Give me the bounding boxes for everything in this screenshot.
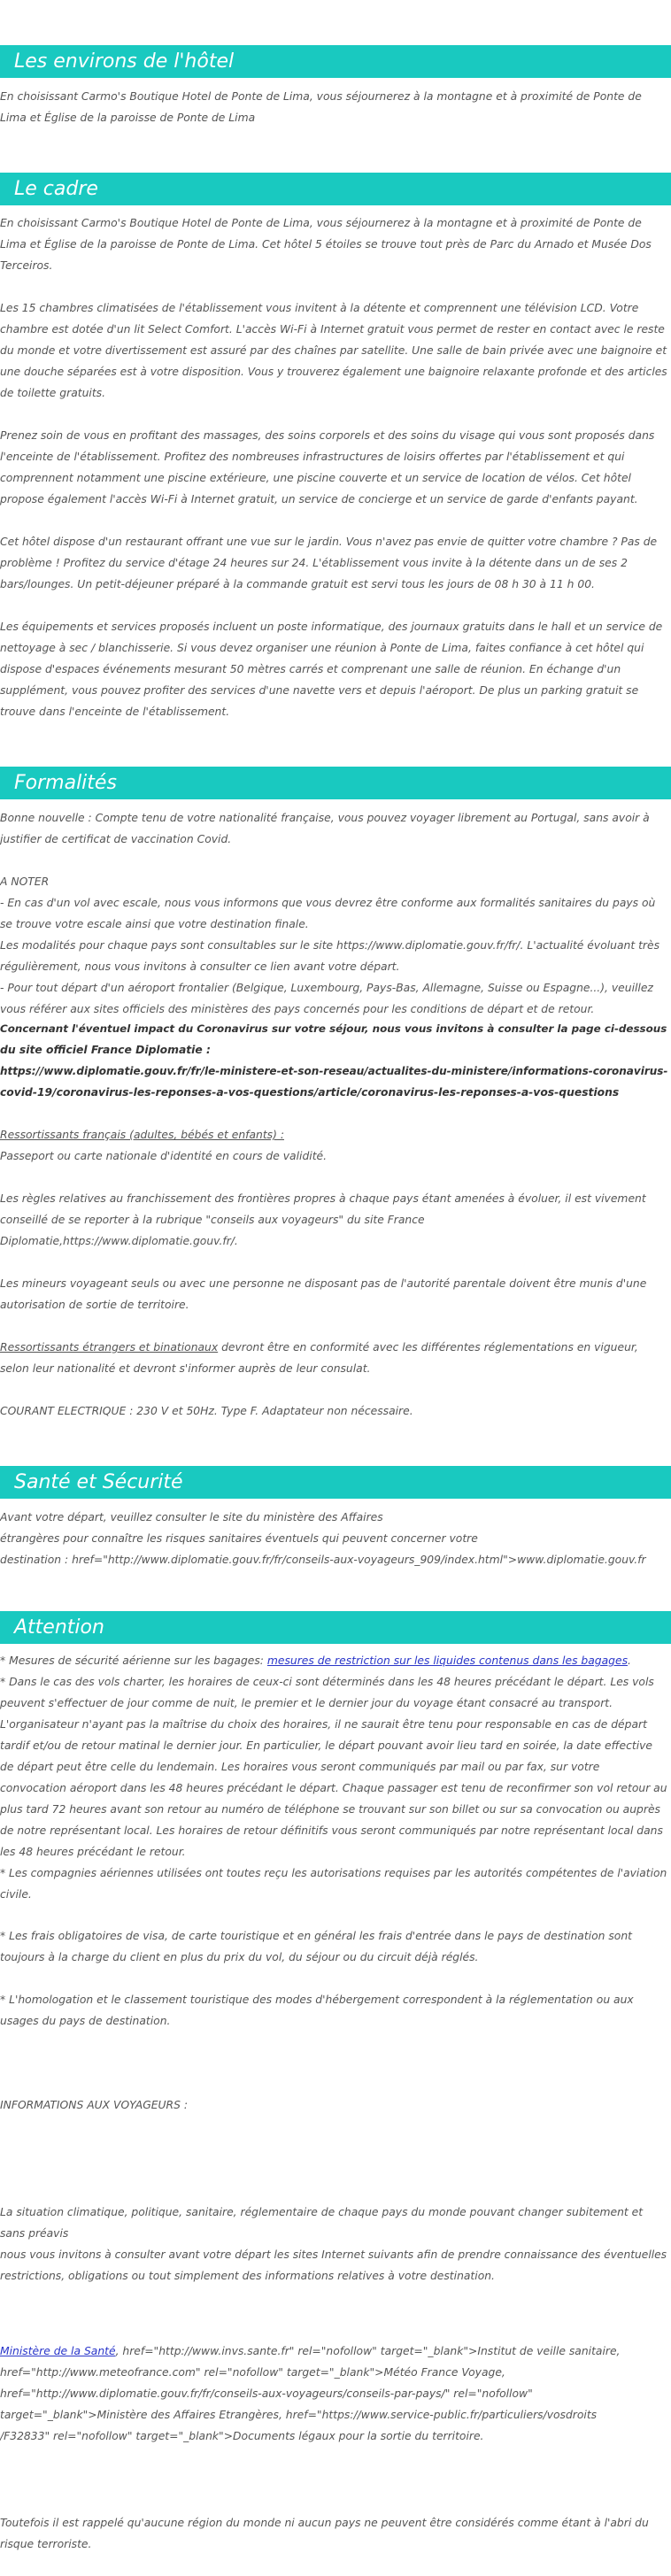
attention-info-heading bbox=[0, 2094, 671, 2116]
section-title-environs: Les environs de l'hôtel bbox=[0, 45, 671, 78]
text-line: plus tard 72 heures avant son retour au numéro de téléphone se trouvant sur son billet ou sur sa convocation ou auprès bbox=[0, 1803, 660, 1816]
text-line bbox=[0, 1650, 671, 1671]
text-line: bars/lounges. Un petit-déjeuner préparé à la commande gratuit est servi tous les jours de 08 h 30 à 11 h 00. bbox=[0, 578, 595, 590]
text-line: Les règles relatives au franchissement des frontières propres à chaque pays étant amenées à évoluer, il est vivement bbox=[0, 1192, 646, 1205]
text-fragment: devront être en conformité avec les différentes réglementations en vigueur, bbox=[218, 1341, 638, 1354]
text-line: L'organisateur n'ayant pas la maîtrise du choix des horaires, il ne saurait être tenu pour responsable en cas de départ bbox=[0, 1718, 647, 1731]
text-fragment: * Mesures de sécurité aérienne sur les bagages: bbox=[0, 1654, 267, 1667]
text-line: Cet hôtel dispose d'un restaurant offrant une vue sur le jardin. Vous n'avez pas envie de quitter votre chambre ? Pas de bbox=[0, 536, 658, 548]
section-title-sante: Santé et Sécurité bbox=[0, 1466, 671, 1499]
environs-paragraph bbox=[0, 86, 671, 128]
text-line: de notre représentant local. Les horaires de retour définitifs vous seront communiqués par notre représentant local dans bbox=[0, 1824, 663, 1837]
attention-paragraph-visa bbox=[0, 1925, 671, 1968]
text-line: Diplomatie,https://www.diplomatie.gouv.fr/. bbox=[0, 1235, 238, 1247]
text-line: Lima et Église de la paroisse de Ponte de Lima bbox=[0, 112, 256, 124]
text-line bbox=[0, 2341, 671, 2362]
formalites-paragraph-minors bbox=[0, 1273, 671, 1315]
text-line: La situation climatique, politique, sanitaire, réglementaire de chaque pays du monde pouvant changer subitement et bbox=[0, 2206, 644, 2218]
formalites-paragraph-2 bbox=[0, 871, 671, 1020]
sante-paragraph bbox=[0, 1507, 671, 1570]
text-line: - En cas d'un vol avec escale, nous vous informons que vous devrez être conforme aux formalités sanitaires du pays où bbox=[0, 897, 656, 909]
text-line: supplément, vous pouvez profiter des services d'une navette vers et depuis l'aéroport. De plus un parking gratuit se bbox=[0, 684, 639, 697]
attention-paragraph-situation bbox=[0, 2202, 671, 2287]
text-line: étrangères pour connaître les risques sanitaires éventuels qui peuvent concerner votre bbox=[0, 1532, 478, 1545]
text-line: * Les compagnies aériennes utilisées ont toutes reçu les autorisations requises par les autorités compétentes de l'aviation bbox=[0, 1867, 667, 1879]
section-title-cadre: Le cadre bbox=[0, 173, 671, 205]
ministere-sante-link[interactable]: Ministère de la Santé bbox=[0, 2345, 116, 2357]
text-line: peuvent s'effectuer de jour comme de nuit, le premier et le dernier jour du voyage étant consacré au transport. bbox=[0, 1697, 613, 1709]
text-line: de départ peut être celle du lendemain. Les horaires vous seront communiqués par mail ou par fax, sur votre bbox=[0, 1761, 600, 1773]
text-line: l'enceinte de l'établissement. Profitez des nombreuses infrastructures de loisirs offertes par l'établissement et qui bbox=[0, 451, 625, 463]
section-title-attention: Attention bbox=[0, 1611, 671, 1644]
coronavirus-url-line[interactable]: covid-19/coronavirus-les-reponses-a-vos-questions/article/coronavirus-les-reponses-a-vos-questions bbox=[0, 1086, 620, 1099]
text-line: régulièrement, nous vous invitons à consulter ce lien avant votre départ. bbox=[0, 960, 400, 973]
text-line: justifier de certificat de vaccination Covid. bbox=[0, 833, 232, 845]
formalites-electricity bbox=[0, 1400, 671, 1422]
text-line: civile. bbox=[0, 1888, 32, 1901]
text-line: tardif et/ou de retour matinal le dernier jour. En particulier, le départ pouvant avoir lieu tard en soirée, la date effective bbox=[0, 1739, 653, 1752]
text-line: Les 15 chambres climatisées de l'établissement vous invitent à la détente et comprennent une télévision LCD. Votre bbox=[0, 302, 639, 314]
text-line: du monde et votre divertissement est assuré par des chaînes par satellite. Une salle de bain privée avec une baignoire et bbox=[0, 344, 667, 357]
subheading: Ressortissants étrangers et binationaux bbox=[0, 1341, 219, 1354]
text-line: se trouve votre escale ainsi que votre destination finale. bbox=[0, 918, 309, 930]
text-line: dispose d'espaces événements mesurant 50 mètres carrés et comprenant une salle de réunion. En échange d'un bbox=[0, 663, 621, 675]
text-line: convocation aéroport dans les 48 heures précédant le départ. Chaque passager est tenu de reconfirmer son vol retour au bbox=[0, 1782, 667, 1794]
cadre-paragraph-3 bbox=[0, 425, 671, 510]
text-line: - Pour tout départ d'un aéroport frontalier (Belgique, Luxembourg, Pays-Bas, Allemagne, Suisse ou Espagne...), veuillez bbox=[0, 982, 653, 994]
text-line: problème ! Profitez du service d'étage 24 heures sur 24. L'établissement vous invite à la détente dans un de ses 2 bbox=[0, 557, 628, 569]
text-line: chambre est dotée d'un lit Select Comfort. L'accès Wi-Fi à Internet gratuit vous permet de rester en contact avec le reste bbox=[0, 323, 665, 335]
coronavirus-url-line[interactable]: https://www.diplomatie.gouv.fr/fr/le-ministere-et-son-reseau/actualites-du-ministere/informations-coronavirus- bbox=[0, 1065, 668, 1077]
attention-paragraph-links bbox=[0, 2341, 671, 2447]
text-line: /F32833" rel="nofollow" target="_blank">Documents légaux pour la sortie du territoire. bbox=[0, 2430, 484, 2442]
text-line: toujours à la charge du client en plus du prix du vol, du séjour ou du circuit déjà réglés. bbox=[0, 1951, 479, 1963]
text-line: les 48 heures précédant le retour. bbox=[0, 1846, 186, 1858]
text-line: Lima et Église de la paroisse de Ponte de Lima. Cet hôtel 5 étoiles se trouve tout près de Parc du Arnado et Musée Dos bbox=[0, 238, 652, 251]
text-line: selon leur nationalité et devront s'informer auprès de leur consulat. bbox=[0, 1362, 371, 1375]
cadre-paragraph-4 bbox=[0, 531, 671, 595]
text-line: INFORMATIONS AUX VOYAGEURS : bbox=[0, 2099, 189, 2111]
text-line: Les modalités pour chaque pays sont consultables sur le site https://www.diplomatie.gouv.fr/fr/. L'actualité évoluant très bbox=[0, 939, 660, 952]
text-line: * Dans le cas des vols charter, les horaires de ceux-ci sont déterminés dans les 48 heures précédant le départ. Les vols bbox=[0, 1676, 654, 1688]
text-line: sans préavis bbox=[0, 2227, 69, 2240]
text-line: En choisissant Carmo's Boutique Hotel de Ponte de Lima, vous séjournerez à la montagne et à proximité de Ponte de bbox=[0, 90, 642, 103]
text-line: * L'homologation et le classement touristique des modes d'hébergement correspondent à la réglementation ou aux bbox=[0, 1994, 634, 2006]
text-line: nous vous invitons à consulter avant votre départ les sites Internet suivants afin de prendre connaissance des éventuelles bbox=[0, 2248, 667, 2261]
text-line: href="http://www.meteofrance.com" rel="nofollow" target="_blank">Météo France Voyage, bbox=[0, 2366, 505, 2379]
text-line: vous référer aux sites officiels des ministères des pays concernés pour les conditions de départ et de retour. bbox=[0, 1003, 595, 1015]
attention-paragraph-terrorism bbox=[0, 2512, 671, 2555]
text-line: Les équipements et services proposés incluent un poste informatique, des journaux gratuits dans le hall et un service de bbox=[0, 621, 663, 633]
text-line: COURANT ELECTRIQUE : 230 V et 50Hz. Type F. Adaptateur non nécessaire. bbox=[0, 1405, 413, 1417]
text-line: Bonne nouvelle : Compte tenu de votre nationalité française, vous pouvez voyager librement au Portugal, sans avoir à bbox=[0, 812, 650, 824]
section-title-formalites: Formalités bbox=[0, 767, 671, 799]
cadre-paragraph-5 bbox=[0, 616, 671, 722]
formalites-paragraph-borders bbox=[0, 1188, 671, 1252]
text-line: conseillé de se reporter à la rubrique "conseils aux voyageurs" du site France bbox=[0, 1214, 425, 1226]
text-fragment: . bbox=[628, 1654, 631, 1667]
text-line: du site officiel France Diplomatie : bbox=[0, 1044, 211, 1056]
attention-paragraph-homologation bbox=[0, 1989, 671, 2032]
text-line: Les mineurs voyageant seuls ou avec une personne ne disposant pas de l'autorité parentale doivent être munis d'une bbox=[0, 1277, 647, 1290]
formalites-coronavirus-notice bbox=[0, 1018, 671, 1103]
text-line: Terceiros. bbox=[0, 259, 53, 272]
text-line: * Les frais obligatoires de visa, de carte touristique et en général les frais d'entrée dans le pays de destination sont bbox=[0, 1930, 632, 1942]
attention-paragraph-1 bbox=[0, 1650, 671, 1905]
text-line: target="_blank">Ministère des Affaires Etrangères, href="https://www.service-public.fr/particuliers/vosdroits bbox=[0, 2409, 598, 2421]
text-line: usages du pays de destination. bbox=[0, 2015, 171, 2027]
cadre-paragraph-2 bbox=[0, 297, 671, 404]
formalites-paragraph-foreigners bbox=[0, 1337, 671, 1379]
text-line: nettoyage à sec / blanchisserie. Si vous devez organiser une réunion à Ponte de Lima, faites confiance à cet hôtel qui bbox=[0, 642, 644, 654]
text-line: Concernant l'éventuel impact du Coronavirus sur votre séjour, nous vous invitons à consulter la page ci-dessous bbox=[0, 1022, 667, 1035]
text-line: une douche séparées est à votre disposition. Vous y trouverez également une baignoire relaxante profonde et des articles bbox=[0, 366, 667, 378]
text-line: trouve dans l'enceinte de l'établissement. bbox=[0, 706, 230, 718]
text-line: A NOTER bbox=[0, 875, 50, 888]
text-line: restrictions, obligations ou tout simplement des informations relatives à votre destination. bbox=[0, 2270, 495, 2282]
subheading: Ressortissants français (adultes, bébés et enfants) : bbox=[0, 1129, 284, 1141]
text-line bbox=[0, 1337, 671, 1358]
text-line: autorisation de sortie de territoire. bbox=[0, 1299, 189, 1311]
formalites-paragraph-1 bbox=[0, 807, 671, 850]
text-line: destination : href="http://www.diplomatie.gouv.fr/fr/conseils-aux-voyageurs_909/index.html">www.diplomatie.gouv.fr bbox=[0, 1554, 646, 1566]
text-line: Toutefois il est rappelé qu'aucune région du monde ni aucun pays ne peuvent être considérés comme étant à l'abri du bbox=[0, 2517, 649, 2529]
text-line: En choisissant Carmo's Boutique Hotel de Ponte de Lima, vous séjournerez à la montagne et à proximité de Ponte de bbox=[0, 217, 642, 229]
text-line: Avant votre départ, veuillez consulter le site du ministère des Affaires bbox=[0, 1511, 383, 1523]
text-fragment: , href="http://www.invs.sante.fr" rel="nofollow" target="_blank">Institut de veille sanitaire, bbox=[115, 2345, 621, 2357]
text-line: de toilette gratuits. bbox=[0, 387, 106, 399]
liquids-restriction-link[interactable]: mesures de restriction sur les liquides contenus dans les bagages bbox=[266, 1654, 629, 1667]
text-line: comprennent notamment une piscine extérieure, une piscine couverte et un service de location de vélos. Cet hôtel bbox=[0, 472, 631, 484]
formalites-paragraph-french-nationals bbox=[0, 1124, 671, 1167]
cadre-paragraph-1 bbox=[0, 212, 671, 276]
text-line: propose également l'accès Wi-Fi à Internet gratuit, un service de concierge et un service de garde d'enfants payant. bbox=[0, 493, 638, 505]
text-line: risque terroriste. bbox=[0, 2538, 92, 2550]
text-line: href="http://www.diplomatie.gouv.fr/fr/conseils-aux-voyageurs/conseils-par-pays/" rel="nofollow" bbox=[0, 2387, 533, 2400]
text-line: Prenez soin de vous en profitant des massages, des soins corporels et des soins du visage qui vous sont proposés dans bbox=[0, 429, 655, 442]
text-line: Passeport ou carte nationale d'identité en cours de validité. bbox=[0, 1150, 328, 1162]
